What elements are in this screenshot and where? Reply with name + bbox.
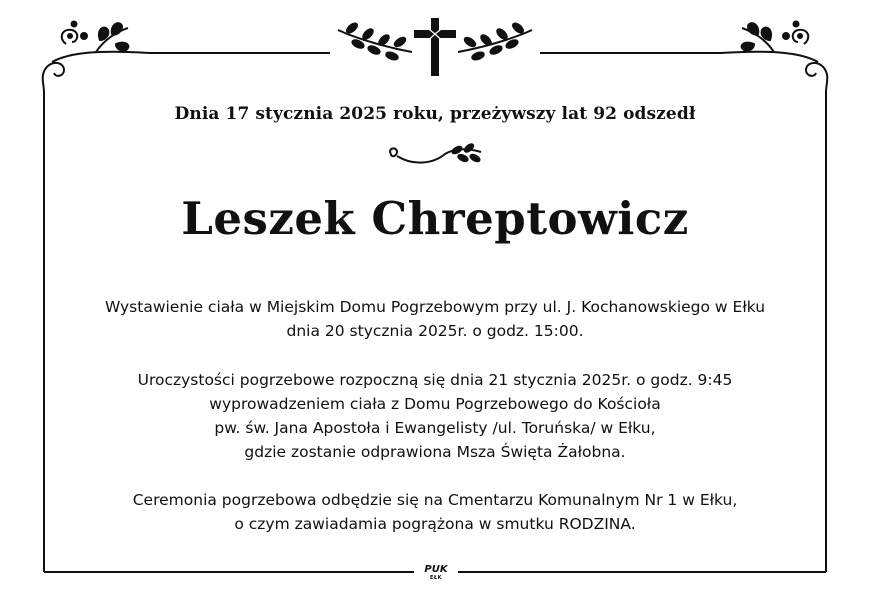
ceremony-paragraph <box>0 368 870 464</box>
viewing-paragraph <box>0 295 870 343</box>
text-line: gdzie zostanie odprawiona Msza Święta Żałobna. <box>244 443 626 461</box>
logo-main-text: PUK <box>424 564 448 575</box>
text-line: pw. św. Jana Apostoła i Ewangelisty /ul. Toruńska/ w Ełku, <box>214 419 656 437</box>
deceased-name: Leszek Chreptowicz <box>181 192 689 245</box>
laurel-branch-right-icon <box>458 22 532 61</box>
text-line: Ceremonia pogrzebowa odbędzie się na Cmentarzu Komunalnym Nr 1 w Ełku, <box>132 491 738 509</box>
burial-paragraph <box>0 488 870 536</box>
text-line: wyprowadzeniem ciała z Domu Pogrzebowego do Kościoła <box>209 395 661 413</box>
text-line: Wystawienie ciała w Miejskim Domu Pogrzebowym przy ul. J. Kochanowskiego w Ełku <box>104 298 766 316</box>
laurel-branch-left-icon <box>338 22 412 61</box>
text-line: Uroczystości pogrzebowe rozpoczną się dnia 21 stycznia 2025r. o godz. 9:45 <box>137 371 733 389</box>
flourish-divider-icon <box>383 142 483 172</box>
logo-sub-text: EŁK <box>429 575 442 581</box>
text-line: dnia 20 stycznia 2025r. o godz. 15:00. <box>286 322 584 340</box>
puk-logo <box>420 563 452 587</box>
cross-icon <box>414 18 456 76</box>
death-date-header: Dnia 17 stycznia 2025 roku, przeżywszy lat 92 odszedł <box>174 104 696 124</box>
text-line: o czym zawiadamia pogrążona w smutku RODZINA. <box>234 515 636 533</box>
left-corner-ornament <box>43 22 150 93</box>
right-corner-ornament <box>720 22 827 93</box>
